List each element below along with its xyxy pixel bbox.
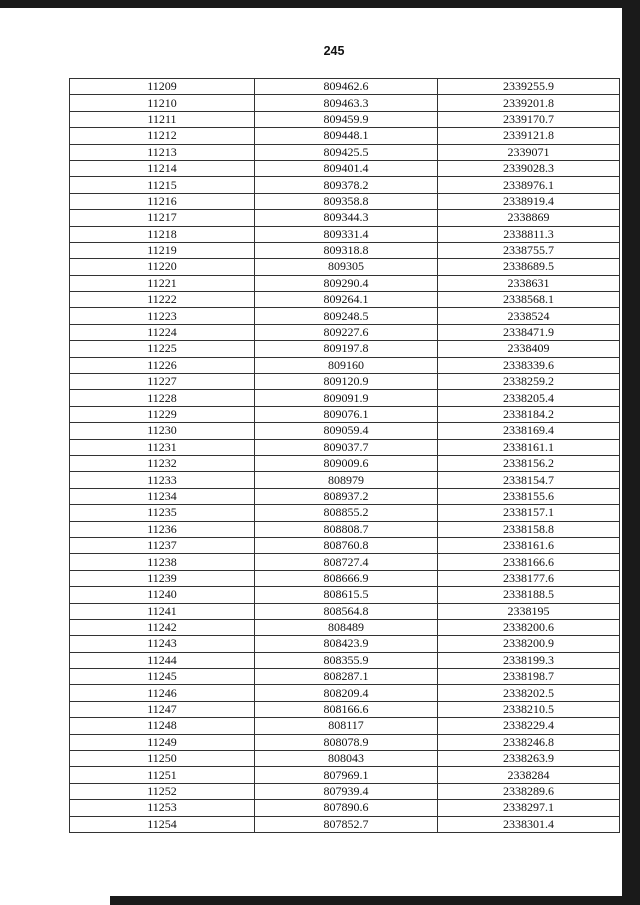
x-coordinate-cell: 809227.6 [255,324,438,340]
y-coordinate-cell: 2338301.4 [438,816,620,832]
point-id-cell: 11212 [70,128,255,144]
point-id-cell: 11246 [70,685,255,701]
x-coordinate-cell: 809160 [255,357,438,373]
coordinates-table [69,78,620,833]
table-row [70,226,620,242]
scan-border-top [0,0,640,8]
point-id-cell: 11237 [70,537,255,553]
point-id-cell: 11234 [70,488,255,504]
y-coordinate-cell: 2338161.6 [438,537,620,553]
table-row [70,111,620,127]
x-coordinate-cell: 808355.9 [255,652,438,668]
x-coordinate-cell: 807890.6 [255,800,438,816]
x-coordinate-cell: 809264.1 [255,292,438,308]
table-row [70,423,620,439]
point-id-cell: 11232 [70,455,255,471]
y-coordinate-cell: 2338339.6 [438,357,620,373]
x-coordinate-cell: 808855.2 [255,505,438,521]
point-id-cell: 11248 [70,718,255,734]
y-coordinate-cell: 2338471.9 [438,324,620,340]
point-id-cell: 11211 [70,111,255,127]
x-coordinate-cell: 809463.3 [255,95,438,111]
table-row [70,800,620,816]
y-coordinate-cell: 2338259.2 [438,374,620,390]
table-row [70,292,620,308]
point-id-cell: 11225 [70,341,255,357]
point-id-cell: 11220 [70,259,255,275]
y-coordinate-cell: 2338166.6 [438,554,620,570]
table-row [70,505,620,521]
x-coordinate-cell: 808423.9 [255,636,438,652]
y-coordinate-cell: 2338246.8 [438,734,620,750]
table-row [70,751,620,767]
table-row [70,783,620,799]
x-coordinate-cell: 809318.8 [255,242,438,258]
x-coordinate-cell: 808615.5 [255,587,438,603]
table-row [70,488,620,504]
y-coordinate-cell: 2338205.4 [438,390,620,406]
table-row [70,144,620,160]
y-coordinate-cell: 2339121.8 [438,128,620,144]
table-row [70,324,620,340]
x-coordinate-cell: 808937.2 [255,488,438,504]
point-id-cell: 11210 [70,95,255,111]
point-id-cell: 11209 [70,79,255,95]
y-coordinate-cell: 2339071 [438,144,620,160]
y-coordinate-cell: 2338155.6 [438,488,620,504]
y-coordinate-cell: 2338919.4 [438,193,620,209]
x-coordinate-cell: 808564.8 [255,603,438,619]
y-coordinate-cell: 2338229.4 [438,718,620,734]
y-coordinate-cell: 2338177.6 [438,570,620,586]
x-coordinate-cell: 808166.6 [255,701,438,717]
point-id-cell: 11215 [70,177,255,193]
table-row [70,652,620,668]
x-coordinate-cell: 808117 [255,718,438,734]
point-id-cell: 11239 [70,570,255,586]
x-coordinate-cell: 809331.4 [255,226,438,242]
y-coordinate-cell: 2338202.5 [438,685,620,701]
y-coordinate-cell: 2338161.1 [438,439,620,455]
x-coordinate-cell: 809448.1 [255,128,438,144]
x-coordinate-cell: 809120.9 [255,374,438,390]
table-row [70,259,620,275]
table-row [70,128,620,144]
point-id-cell: 11227 [70,374,255,390]
table-row [70,95,620,111]
x-coordinate-cell: 809248.5 [255,308,438,324]
point-id-cell: 11236 [70,521,255,537]
y-coordinate-cell: 2338755.7 [438,242,620,258]
y-coordinate-cell: 2338199.3 [438,652,620,668]
y-coordinate-cell: 2338169.4 [438,423,620,439]
table-row [70,570,620,586]
x-coordinate-cell: 808979 [255,472,438,488]
x-coordinate-cell: 809059.4 [255,423,438,439]
y-coordinate-cell: 2338156.2 [438,455,620,471]
point-id-cell: 11217 [70,210,255,226]
x-coordinate-cell: 808808.7 [255,521,438,537]
x-coordinate-cell: 809091.9 [255,390,438,406]
table-row [70,734,620,750]
point-id-cell: 11221 [70,275,255,291]
y-coordinate-cell: 2338263.9 [438,751,620,767]
x-coordinate-cell: 809462.6 [255,79,438,95]
x-coordinate-cell: 809459.9 [255,111,438,127]
table-row [70,816,620,832]
point-id-cell: 11231 [70,439,255,455]
table-row [70,177,620,193]
point-id-cell: 11242 [70,619,255,635]
table-row [70,472,620,488]
point-id-cell: 11229 [70,406,255,422]
point-id-cell: 11222 [70,292,255,308]
table-row [70,718,620,734]
table-row [70,374,620,390]
x-coordinate-cell: 807969.1 [255,767,438,783]
table-row [70,767,620,783]
x-coordinate-cell: 807852.7 [255,816,438,832]
y-coordinate-cell: 2338568.1 [438,292,620,308]
point-id-cell: 11253 [70,800,255,816]
x-coordinate-cell: 808489 [255,619,438,635]
y-coordinate-cell: 2338184.2 [438,406,620,422]
x-coordinate-cell: 809305 [255,259,438,275]
point-id-cell: 11245 [70,669,255,685]
y-coordinate-cell: 2338200.9 [438,636,620,652]
table-row [70,308,620,324]
x-coordinate-cell: 808727.4 [255,554,438,570]
y-coordinate-cell: 2339170.7 [438,111,620,127]
y-coordinate-cell: 2338157.1 [438,505,620,521]
point-id-cell: 11238 [70,554,255,570]
point-id-cell: 11228 [70,390,255,406]
y-coordinate-cell: 2338158.8 [438,521,620,537]
table-row [70,242,620,258]
x-coordinate-cell: 808760.8 [255,537,438,553]
y-coordinate-cell: 2338188.5 [438,587,620,603]
y-coordinate-cell: 2338284 [438,767,620,783]
point-id-cell: 11252 [70,783,255,799]
x-coordinate-cell: 809344.3 [255,210,438,226]
x-coordinate-cell: 808666.9 [255,570,438,586]
table-row [70,554,620,570]
y-coordinate-cell: 2339028.3 [438,160,620,176]
point-id-cell: 11235 [70,505,255,521]
point-id-cell: 11230 [70,423,255,439]
x-coordinate-cell: 808078.9 [255,734,438,750]
table-row [70,455,620,471]
point-id-cell: 11216 [70,193,255,209]
y-coordinate-cell: 2338524 [438,308,620,324]
x-coordinate-cell: 809076.1 [255,406,438,422]
point-id-cell: 11226 [70,357,255,373]
x-coordinate-cell: 809197.8 [255,341,438,357]
point-id-cell: 11224 [70,324,255,340]
point-id-cell: 11251 [70,767,255,783]
y-coordinate-cell: 2338689.5 [438,259,620,275]
table-row [70,521,620,537]
point-id-cell: 11241 [70,603,255,619]
table-row [70,537,620,553]
y-coordinate-cell: 2338631 [438,275,620,291]
table-row [70,193,620,209]
y-coordinate-cell: 2338811.3 [438,226,620,242]
table-row [70,619,620,635]
y-coordinate-cell: 2338210.5 [438,701,620,717]
table-row [70,275,620,291]
point-id-cell: 11240 [70,587,255,603]
y-coordinate-cell: 2338869 [438,210,620,226]
table-row [70,439,620,455]
x-coordinate-cell: 808209.4 [255,685,438,701]
table-row [70,636,620,652]
point-id-cell: 11243 [70,636,255,652]
scan-border-right [622,0,640,905]
point-id-cell: 11213 [70,144,255,160]
point-id-cell: 11254 [70,816,255,832]
x-coordinate-cell: 809290.4 [255,275,438,291]
point-id-cell: 11250 [70,751,255,767]
table-row [70,603,620,619]
x-coordinate-cell: 809037.7 [255,439,438,455]
table-row [70,685,620,701]
scan-border-bottom [110,896,622,905]
x-coordinate-cell: 809358.8 [255,193,438,209]
table-row [70,390,620,406]
table-row [70,79,620,95]
x-coordinate-cell: 809378.2 [255,177,438,193]
y-coordinate-cell: 2338409 [438,341,620,357]
table-row [70,406,620,422]
point-id-cell: 11219 [70,242,255,258]
table-row [70,669,620,685]
page-number: 245 [323,44,345,58]
y-coordinate-cell: 2338198.7 [438,669,620,685]
point-id-cell: 11214 [70,160,255,176]
table-row [70,587,620,603]
point-id-cell: 11247 [70,701,255,717]
point-id-cell: 11249 [70,734,255,750]
x-coordinate-cell: 808287.1 [255,669,438,685]
table-row [70,160,620,176]
table-row [70,357,620,373]
point-id-cell: 11218 [70,226,255,242]
point-id-cell: 11223 [70,308,255,324]
table-row [70,341,620,357]
table-row [70,701,620,717]
x-coordinate-cell: 809401.4 [255,160,438,176]
y-coordinate-cell: 2338195 [438,603,620,619]
x-coordinate-cell: 809425.5 [255,144,438,160]
y-coordinate-cell: 2338200.6 [438,619,620,635]
y-coordinate-cell: 2338976.1 [438,177,620,193]
coordinates-table-body [70,79,620,833]
y-coordinate-cell: 2339201.8 [438,95,620,111]
point-id-cell: 11233 [70,472,255,488]
x-coordinate-cell: 808043 [255,751,438,767]
y-coordinate-cell: 2339255.9 [438,79,620,95]
table-row [70,210,620,226]
y-coordinate-cell: 2338297.1 [438,800,620,816]
x-coordinate-cell: 809009.6 [255,455,438,471]
point-id-cell: 11244 [70,652,255,668]
y-coordinate-cell: 2338154.7 [438,472,620,488]
x-coordinate-cell: 807939.4 [255,783,438,799]
y-coordinate-cell: 2338289.6 [438,783,620,799]
